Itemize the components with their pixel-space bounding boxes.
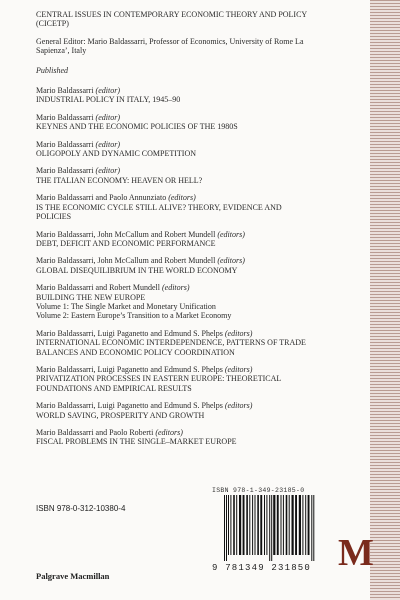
barcode-bar	[252, 495, 253, 555]
book-authors	[36, 256, 356, 265]
book-title: WORLD SAVING, PROSPERITY AND GROWTH	[36, 410, 205, 420]
barcode-bar	[273, 495, 275, 555]
barcode-bar	[295, 495, 297, 555]
macmillan-logo: M	[338, 532, 374, 574]
isbn-text: ISBN 978-0-312-10380-4	[36, 504, 126, 513]
barcode-bar	[236, 495, 237, 555]
barcode-bar	[292, 495, 294, 555]
book-authors	[36, 113, 356, 122]
book-editor-role: (editors)	[217, 229, 245, 239]
book-entry	[36, 256, 356, 275]
barcode-bar	[224, 495, 225, 561]
book-editor-role: (editors)	[224, 328, 253, 338]
book-editor-role: (editor)	[95, 166, 120, 176]
barcode-bar	[286, 495, 288, 555]
series-listing	[36, 10, 356, 455]
book-title: FOUNDATIONS AND EMPIRICAL RESULTS	[36, 383, 192, 393]
book-author-names: Mario Baldassarri and Paolo Roberti	[36, 428, 156, 437]
barcode-bar	[239, 495, 241, 555]
book-list	[36, 86, 356, 447]
book-author-names: Mario Baldassarri	[36, 166, 96, 176]
book-entry	[36, 166, 356, 185]
book-authors	[36, 283, 356, 292]
book-author-names: Mario Baldassarri	[36, 86, 96, 96]
book-entry	[36, 86, 356, 105]
barcode-bar	[228, 495, 229, 555]
series-title-acronym: (CICETP)	[36, 19, 69, 29]
book-author-names: Mario Baldassarri and Paolo Annunziato	[36, 193, 169, 203]
book-author-names: Mario Baldassarri, John McCallum and Robert Mundell	[36, 256, 218, 266]
book-volume: Volume 1: The Single Market and Monetary Unification	[36, 301, 216, 311]
barcode-bar	[230, 495, 231, 555]
book-author-names: Mario Baldassarri, Luigi Paganetto and Edmund S. Phelps	[36, 401, 225, 411]
barcode-bar	[277, 495, 279, 555]
book-editor-role: (editors)	[224, 401, 253, 411]
barcode-isbn-label: ISBN 978-1-349-23185-0	[212, 487, 305, 494]
book-author-names: Mario Baldassarri, Luigi Paganetto and Edmund S. Phelps	[36, 364, 225, 374]
book-authors	[36, 329, 356, 338]
book-authors	[36, 428, 356, 437]
general-editor	[36, 37, 356, 56]
decorative-side-stripe	[370, 0, 400, 600]
general-editor-line: Sapienza’, Italy	[36, 46, 87, 56]
book-title: PRIVATIZATION PROCESSES IN EASTERN EUROPE: THEORETICAL	[36, 374, 282, 384]
book-title: DEBT, DEFICIT AND ECONOMIC PERFORMANCE	[36, 238, 216, 248]
book-title: FISCAL PROBLEMS IN THE SINGLE–MARKET EUROPE	[36, 437, 237, 447]
book-entry	[36, 140, 356, 159]
book-entry	[36, 428, 356, 447]
book-editor-role: (editor)	[95, 86, 120, 96]
book-editor-role: (editor)	[95, 139, 120, 149]
barcode-bar	[313, 495, 314, 561]
barcode-bar	[281, 495, 282, 555]
book-author-names: Mario Baldassarri, Luigi Paganetto and Edmund S. Phelps	[36, 328, 225, 338]
book-entry	[36, 401, 356, 420]
book-title: INTERNATIONAL ECONOMIC INTERDEPENDENCE, PATTERNS OF TRADE	[36, 338, 306, 348]
book-editor-role: (editors)	[161, 283, 190, 293]
barcode-bar	[226, 495, 227, 561]
book-title: KEYNES AND THE ECONOMIC POLICIES OF THE 1980S	[36, 122, 238, 132]
barcode-bar	[269, 495, 270, 561]
book-title: IS THE ECONOMIC CYCLE STILL ALIVE? THEORY, EVIDENCE AND	[36, 202, 282, 212]
book-authors	[36, 365, 356, 374]
book-editor-role: (editors)	[155, 428, 183, 437]
general-editor-line: General Editor: Mario Baldassarri, Professor of Economics, University of Rome La	[36, 36, 304, 46]
book-title: POLICIES	[36, 212, 72, 222]
barcode-bar	[289, 495, 290, 555]
publisher-name: Palgrave Macmillan	[36, 571, 110, 581]
barcode-bar	[249, 495, 250, 555]
book-entry	[36, 193, 356, 221]
barcode-bar	[308, 495, 310, 555]
barcode-bar	[302, 495, 303, 555]
barcode	[220, 495, 336, 563]
book-editor-role: (editors)	[217, 256, 245, 266]
book-author-names: Mario Baldassarri	[36, 112, 96, 122]
book-editor-role: (editors)	[168, 193, 196, 203]
book-author-names: Mario Baldassarri and Robert Mundell	[36, 283, 162, 293]
barcode-bar	[243, 495, 245, 555]
book-title: OLIGOPOLY AND DYNAMIC COMPETITION	[36, 149, 197, 159]
book-authors	[36, 86, 356, 95]
book-authors	[36, 193, 356, 202]
book-title: BALANCES AND ECONOMIC POLICY COORDINATION	[36, 347, 235, 357]
book-entry	[36, 329, 356, 357]
book-entry	[36, 230, 356, 249]
book-entry	[36, 365, 356, 393]
book-entry	[36, 283, 356, 321]
series-title-line: CENTRAL ISSUES IN CONTEMPORARY ECONOMIC THEORY AND POLICY	[36, 10, 308, 19]
book-editor-role: (editors)	[224, 364, 253, 374]
book-title: GLOBAL DISEQUILIBRIUM IN THE WORLD ECONOMY	[36, 265, 238, 275]
barcode-bar	[299, 495, 301, 555]
barcode-bar	[260, 495, 262, 555]
book-authors	[36, 401, 356, 410]
barcode-bar	[311, 495, 312, 561]
series-title	[36, 10, 356, 29]
barcode-bar	[264, 495, 265, 555]
book-volume: Volume 2: Eastern Europe’s Transition to a Market Economy	[36, 311, 232, 321]
book-authors	[36, 166, 356, 175]
book-author-names: Mario Baldassarri, John McCallum and Robert Mundell	[36, 229, 218, 239]
book-entry	[36, 113, 356, 132]
barcode-bar	[257, 495, 259, 555]
barcode-bar	[271, 495, 272, 561]
barcode-bar	[283, 495, 284, 555]
book-title: INDUSTRIAL POLICY IN ITALY, 1945–90	[36, 95, 181, 105]
book-title: THE ITALIAN ECONOMY: HEAVEN OR HELL?	[36, 175, 203, 185]
barcode-bar	[266, 495, 267, 555]
barcode-bar	[255, 495, 256, 555]
book-title: BUILDING THE NEW EUROPE	[36, 292, 146, 302]
book-editor-role: (editor)	[95, 112, 120, 122]
barcode-digits: 9 781349 231850	[212, 563, 312, 573]
book-author-names: Mario Baldassarri	[36, 139, 96, 149]
barcode-bar	[305, 495, 306, 555]
published-heading: Published	[36, 65, 68, 75]
book-authors	[36, 140, 356, 149]
book-authors	[36, 230, 356, 239]
barcode-bar	[246, 495, 248, 555]
barcode-bar	[233, 495, 235, 555]
